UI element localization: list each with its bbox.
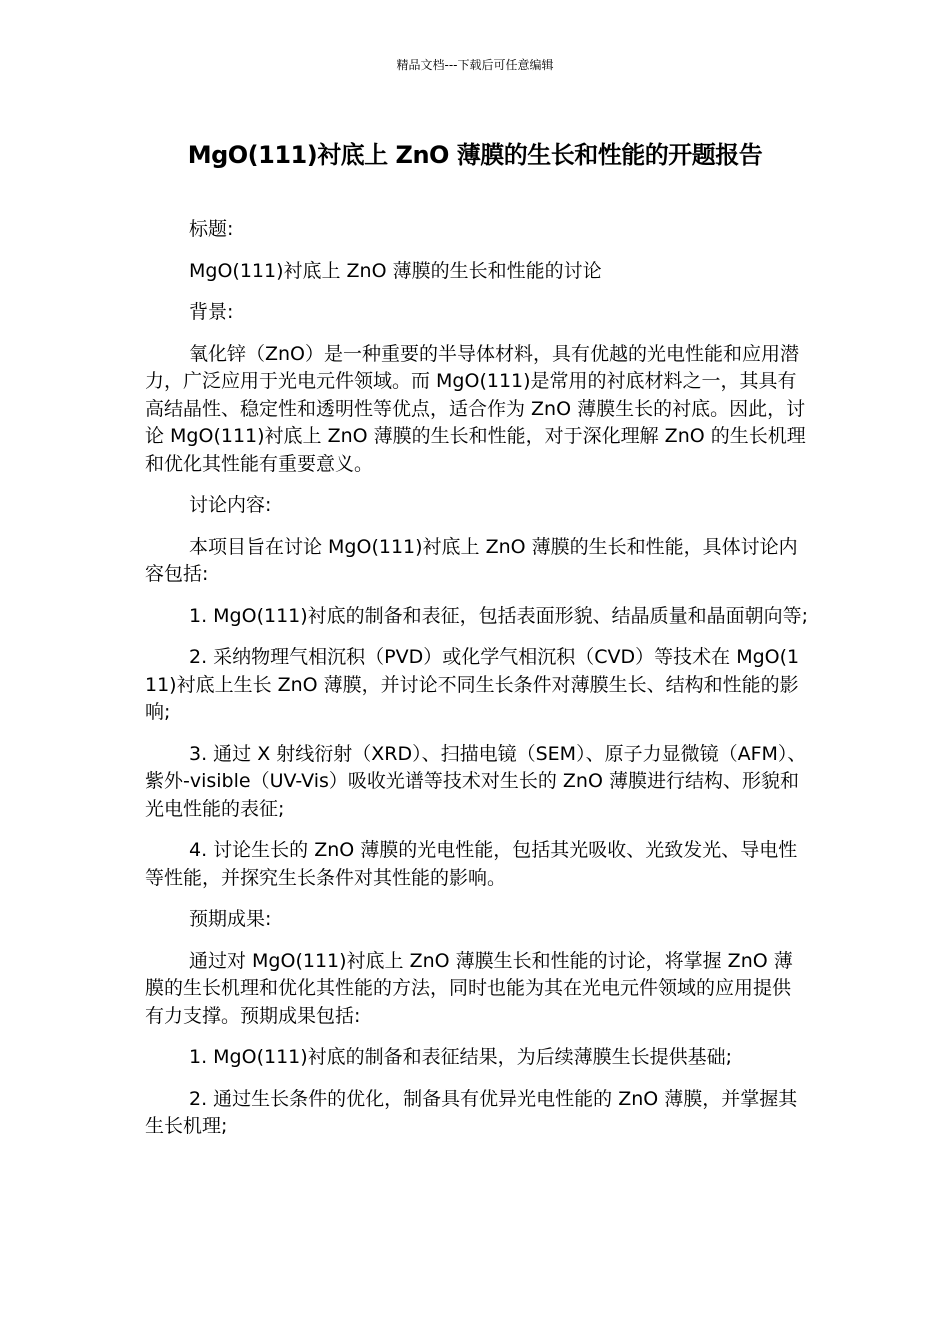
page-header-note: 精品文档---下载后可任意编辑 xyxy=(396,58,554,72)
label-title: 标题: xyxy=(189,218,234,240)
expected-result-2: 2. 通过生长条件的优化，制备具有优异光电性能的 ZnO 薄膜，并掌握其生长机理; xyxy=(145,1087,798,1137)
label-expected-results: 预期成果: xyxy=(189,908,272,930)
label-background: 背景: xyxy=(189,301,234,323)
expected-result-1: 1. MgO(111)衬底的制备和表征结果，为后续薄膜生长提供基础; xyxy=(189,1046,733,1068)
discussion-item-2: 2. 采纳物理气相沉积（PVD）或化学气相沉积（CVD）等技术在 MgO(111)衬底上生长 ZnO 薄膜，并讨论不同生长条件对薄膜生长、结构和性能的影响; xyxy=(145,646,800,723)
discussion-intro: 本项目旨在讨论 MgO(111)衬底上 ZnO 薄膜的生长和性能，具体讨论内容包括: xyxy=(145,535,798,585)
document-title: MgO(111)衬底上 ZnO 薄膜的生长和性能的开题报告 xyxy=(187,141,763,169)
label-discussion: 讨论内容: xyxy=(189,494,272,516)
discussion-item-3: 3. 通过 X 射线衍射（XRD）、扫描电镜（SEM）、原子力显微镜（AFM）、紫外-visible（UV-Vis）吸收光谱等技术对生长的 ZnO 薄膜进行结构、形貌和光电性能的表征; xyxy=(145,742,807,820)
discussion-item-4: 4. 讨论生长的 ZnO 薄膜的光电性能，包括其光吸收、光致发光、导电性等性能，并探究生长条件对其性能的影响。 xyxy=(145,839,798,889)
document-body xyxy=(145,216,809,1141)
expected-results-intro: 通过对 MgO(111)衬底上 ZnO 薄膜生长和性能的讨论，将掌握 ZnO 薄膜的生长机理和优化其性能的方法，同时也能为其在光电元件领域的应用提供有力支撑。预期成果包括: xyxy=(145,949,793,1027)
topic-text: MgO(111)衬底上 ZnO 薄膜的生长和性能的讨论 xyxy=(189,259,602,282)
background-paragraph: 氧化锌（ZnO）是一种重要的半导体材料，具有优越的光电性能和应用潜力，广泛应用于光电元件领域。而 MgO(111)是常用的衬底材料之一，其具有高结晶性、稳定性和透明性等优点，适合作为 ZnO 薄膜生长的衬底。因此，讨论 MgO(111)衬底上 ZnO 薄膜的生长和性能，对于深化理解 ZnO 的生长机理和优化其性能有重要意义。 xyxy=(145,342,806,475)
discussion-item-1: 1. MgO(111)衬底的制备和表征，包括表面形貌、结晶质量和晶面朝向等; xyxy=(189,604,809,627)
